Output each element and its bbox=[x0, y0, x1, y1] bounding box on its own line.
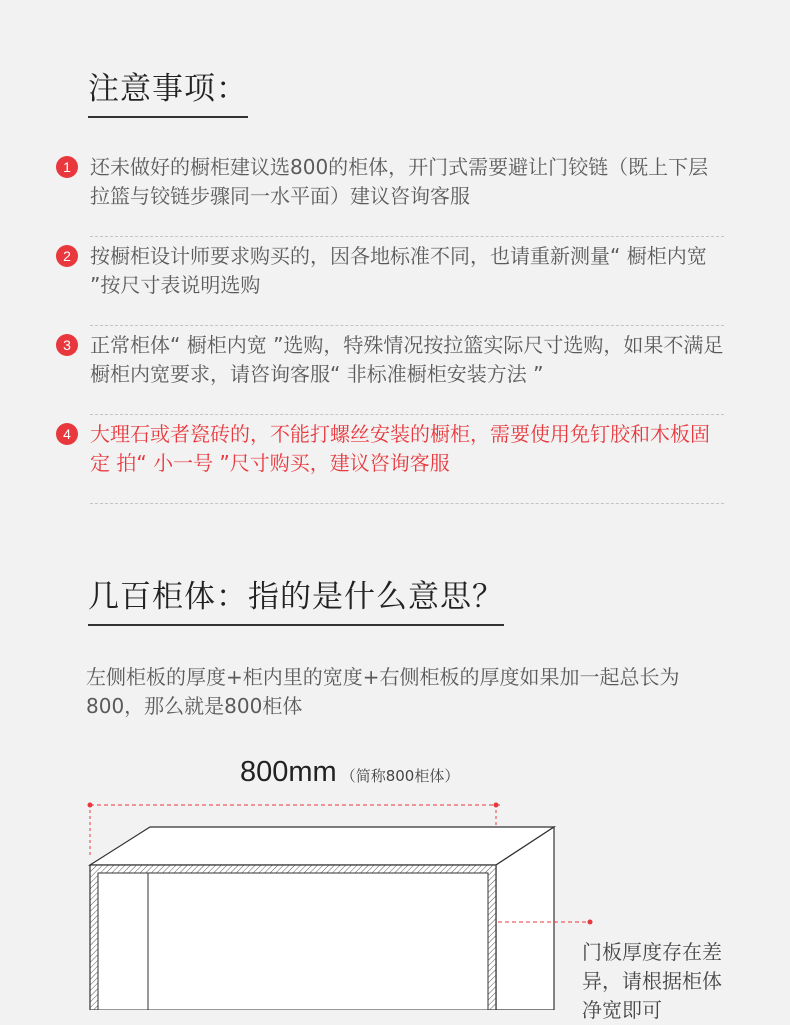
cabinet-size-section-title: 几百柜体：指的是什么意思？ bbox=[88, 580, 504, 626]
note-text: 正常柜体“ 橱柜内宽 ”选购，特殊情况按拉篮实际尺寸选购，如果不满足橱柜内宽要求，请咨询客服“ 非标准橱柜安装方法 ” bbox=[90, 333, 724, 386]
note-text: 按橱柜设计师要求购买的，因各地标准不同，也请重新测量“ 橱柜内宽 ”按尺寸表说明选购 bbox=[90, 244, 707, 297]
number-badge: 3 bbox=[56, 334, 78, 356]
number-badge: 4 bbox=[56, 423, 78, 445]
number-badge: 2 bbox=[56, 245, 78, 267]
cabinet-illustration bbox=[90, 827, 554, 1010]
dimension-note: （简称800柜体） bbox=[340, 767, 460, 785]
dimension-value: 800mm bbox=[240, 756, 337, 788]
cabinet-size-explanation: 左侧柜板的厚度+柜内里的宽度+右侧柜板的厚度如果加一起总长为800，那么就是800柜体 bbox=[86, 665, 680, 718]
note-text: 大理石或者瓷砖的，不能打螺丝安装的橱柜，需要使用免钉胶和木板固定 拍“ 小一号 ”尺寸购买，建议咨询客服 bbox=[90, 422, 710, 475]
number-badge: 1 bbox=[56, 156, 78, 178]
door-thickness-note: 门板厚度存在差异，请根据柜体净宽即可 bbox=[582, 940, 722, 1022]
notes-section-title: 注意事项： bbox=[88, 72, 248, 118]
note-text: 还未做好的橱柜建议选800的柜体，开门式需要避让门铰链（既上下层拉篮与铰链步骤同一水平面）建议咨询客服 bbox=[90, 155, 709, 208]
